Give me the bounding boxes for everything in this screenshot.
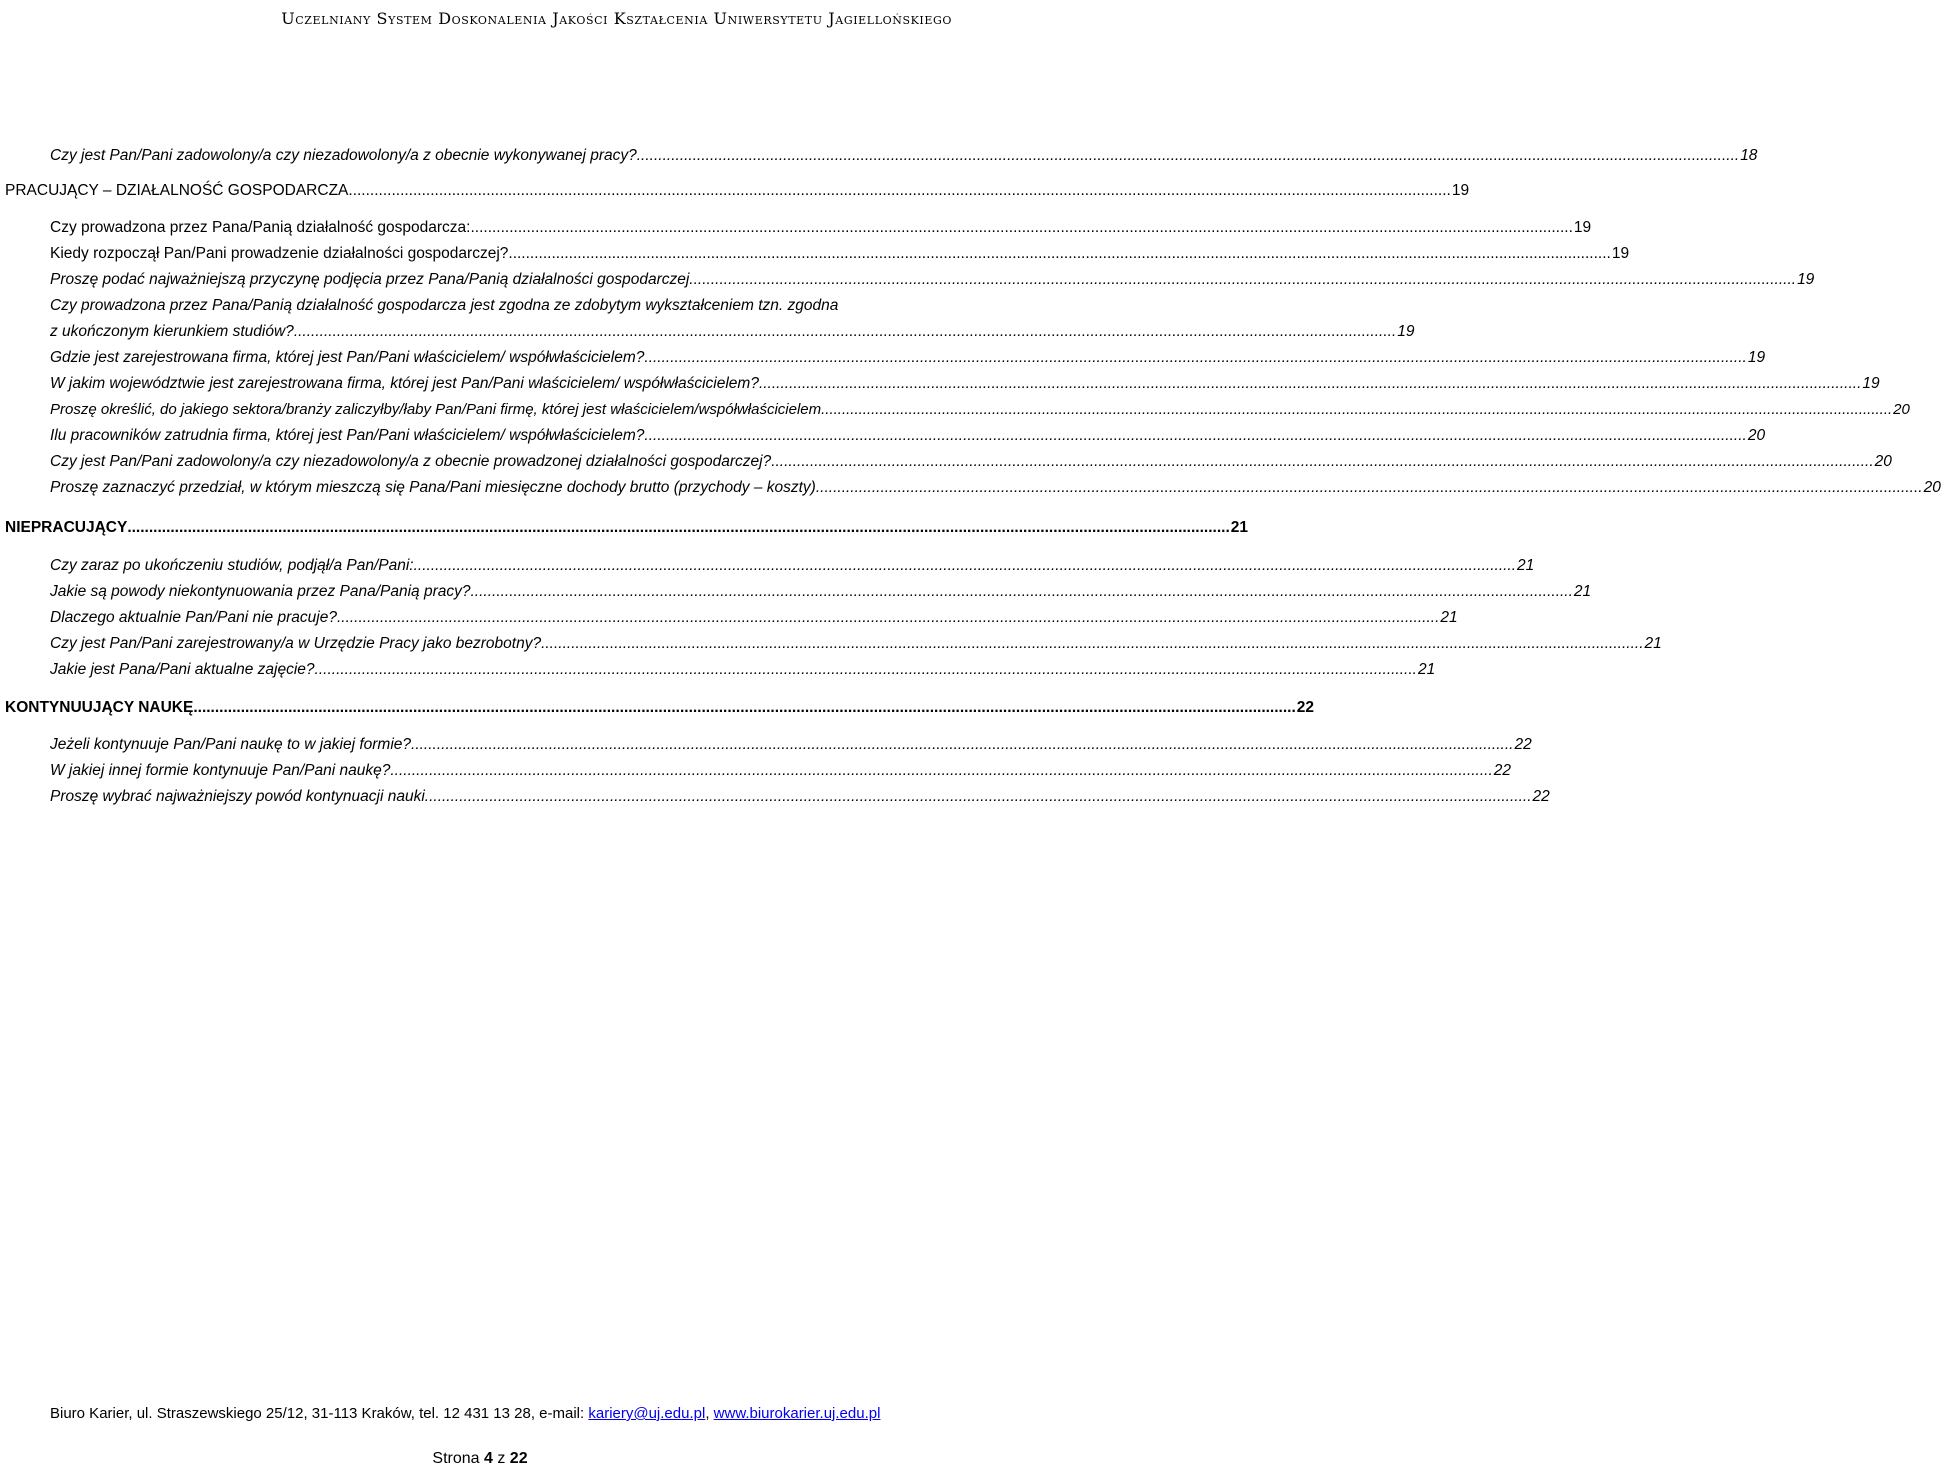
toc-entry[interactable]	[50, 400, 1910, 420]
footer-website-link[interactable]: www.biurokarier.uj.edu.pl	[713, 1405, 881, 1422]
toc-entry-title: Czy jest Pan/Pani zadowolony/a czy niezadowolony/a z obecnie prowadzonej działalności gospodarczej?	[50, 453, 772, 470]
toc-section[interactable]	[5, 518, 1248, 538]
footer-email-link[interactable]: kariery@uj.edu.pl	[588, 1405, 706, 1422]
toc-entry-page: 19	[1573, 219, 1592, 236]
toc-entry[interactable]	[50, 660, 1436, 680]
page-total: 22	[509, 1450, 528, 1467]
toc-leader	[820, 478, 1922, 498]
toc-leader	[644, 348, 1746, 368]
toc-leader	[193, 698, 1295, 718]
toc-entry[interactable]	[50, 556, 1535, 576]
toc-entry-title: Czy prowadzona przez Pana/Panią działalność gospodarcza:	[50, 219, 471, 236]
toc-leader	[315, 660, 1417, 680]
toc-leader	[759, 374, 1861, 394]
toc-entry[interactable]	[50, 634, 1662, 654]
toc-entry-title: Dlaczego aktualnie Pan/Pani nie pracuje?	[50, 609, 337, 626]
toc-entry-page: 20	[1874, 453, 1892, 470]
toc-entry-title: Proszę zaznaczyć przedział, w którym mieszczą się Pana/Pani miesięczne dochody brutto (przychody – koszty).	[50, 479, 821, 496]
toc-entry-page: 19	[1862, 375, 1880, 392]
toc-entry-page: 22	[1514, 736, 1532, 753]
toc-entry-page: 22	[1532, 788, 1550, 805]
toc-entry-page: 20	[1923, 479, 1941, 496]
toc-leader	[470, 582, 1572, 602]
toc-entry[interactable]	[50, 582, 1592, 602]
footer-address: Biuro Karier, ul. Straszewskiego 25/12, 31-113 Kraków, tel. 12 431 13 28, e-mail:	[50, 1405, 589, 1422]
toc-entry[interactable]	[50, 270, 1815, 290]
toc-entry-title: Ilu pracowników zatrudnia firma, której jest Pan/Pani właścicielem/ współwłaścicielem?	[50, 427, 645, 444]
toc-section-title: PRACUJĄCY – DZIAŁALNOŚĆ GOSPODARCZA	[5, 182, 349, 199]
toc-entry-line1[interactable]	[50, 296, 838, 316]
page-current: 4	[483, 1450, 493, 1467]
toc-entry-title: Czy prowadzona przez Pana/Panią działalność gospodarcza jest zgodna ze zdobytym wykształceniem tzn. zgodna	[50, 297, 839, 314]
toc-entry-page: 21	[1517, 557, 1535, 574]
toc-entry-page: 18	[1740, 147, 1758, 164]
toc-entry-title: Proszę określić, do jakiego sektora/branży zaliczyłby/łaby Pan/Pani firmę, której jest właścicielem/współwłaścicielem.	[50, 401, 826, 418]
document-footer	[50, 1405, 930, 1422]
toc-section[interactable]	[5, 181, 1470, 201]
toc-entry[interactable]	[50, 426, 1766, 446]
toc-entry-title: Kiedy rozpoczął Pan/Pani prowadzenie działalności gospodarczej?	[50, 245, 509, 262]
toc-entry-page: 19	[1797, 271, 1815, 288]
toc-entry[interactable]	[50, 374, 1880, 394]
toc-section[interactable]	[5, 698, 1315, 718]
toc-entry-title: W jakim województwie jest zarejestrowana firma, której jest Pan/Pani właścicielem/ współwłaścicielem?	[50, 375, 759, 392]
toc-section-title: NIEPRACUJĄCY	[5, 519, 128, 536]
document-header: Uczelniany System Doskonalenia Jakości Kształcenia Uniwersytetu Jagiellońskiego	[281, 9, 952, 28]
toc-leader	[771, 452, 1873, 472]
toc-leader	[390, 761, 1492, 781]
toc-entry[interactable]	[50, 787, 1550, 807]
toc-entry-title: Proszę podać najważniejszą przyczynę podjęcia przez Pana/Panią działalności gospodarczej.	[50, 271, 694, 288]
toc-entry-page: 20	[1893, 401, 1910, 418]
toc-leader	[508, 244, 1610, 264]
toc-leader	[644, 426, 1746, 446]
toc-section-page: 22	[1296, 699, 1315, 716]
toc-entry-title: Jeżeli kontynuuje Pan/Pani naukę to w jakiej formie?	[50, 736, 412, 753]
toc-entry[interactable]	[50, 244, 1630, 264]
toc-leader	[348, 181, 1450, 201]
toc-entry[interactable]	[50, 608, 1458, 628]
page-label: Strona	[432, 1450, 480, 1467]
toc-section-title: KONTYNUUJĄCY NAUKĘ	[5, 699, 194, 716]
toc-entry-title: Czy zaraz po ukończeniu studiów, podjął/a Pan/Pani:	[50, 557, 414, 574]
toc-entry-page: 19	[1611, 245, 1630, 262]
page-of: z	[497, 1450, 506, 1467]
toc-entry[interactable]	[50, 348, 1766, 368]
toc-entry-title: Jakie są powody niekontynuowania przez Pana/Panią pracy?	[50, 583, 471, 600]
toc-entry[interactable]	[50, 478, 1941, 498]
toc-leader	[294, 322, 1396, 342]
toc-entry[interactable]	[50, 452, 1892, 472]
toc-entry-title: Gdzie jest zarejestrowana firma, której jest Pan/Pani właścicielem/ współwłaścicielem?	[50, 349, 645, 366]
toc-entry-page: 22	[1493, 762, 1512, 779]
toc-leader	[411, 735, 1513, 755]
toc-entry-title: Czy jest Pan/Pani zarejestrowany/a w Urzędzie Pracy jako bezrobotny?	[50, 635, 542, 652]
page-number	[0, 1450, 960, 1468]
toc-leader	[337, 608, 1439, 628]
toc-entry-page: 21	[1573, 583, 1592, 600]
toc-entry-page: 20	[1747, 427, 1766, 444]
toc-section-page: 19	[1451, 182, 1470, 199]
footer-separator: ,	[705, 1405, 714, 1422]
toc-entry[interactable]	[50, 218, 1592, 238]
toc-entry[interactable]	[50, 761, 1512, 781]
toc-entry[interactable]	[50, 146, 1758, 166]
toc-leader	[637, 146, 1739, 166]
toc-entry-title: W jakiej innej formie kontynuuje Pan/Pani naukę?	[50, 762, 391, 779]
toc-entry[interactable]	[50, 322, 1415, 342]
toc-section-page: 21	[1230, 519, 1248, 536]
toc-entry-page: 21	[1644, 635, 1662, 652]
toc-leader	[127, 518, 1229, 538]
toc-leader	[470, 218, 1572, 238]
toc-entry-title: Proszę wybrać najważniejszy powód kontynuacji nauki.	[50, 788, 430, 805]
toc-leader	[825, 400, 1892, 420]
toc-entry-title: z ukończonym kierunkiem studiów?	[50, 323, 294, 340]
toc-entry-page: 19	[1747, 349, 1766, 366]
toc-leader	[429, 787, 1531, 807]
toc-entry-page: 19	[1397, 323, 1415, 340]
toc-leader	[541, 634, 1643, 654]
toc-leader	[414, 556, 1516, 576]
toc-entry-title: Czy jest Pan/Pani zadowolony/a czy niezadowolony/a z obecnie wykonywanej pracy?	[50, 147, 637, 164]
toc-leader	[694, 270, 1796, 290]
toc-entry[interactable]	[50, 735, 1532, 755]
toc-entry-page: 21	[1440, 609, 1458, 626]
toc-entry-page: 21	[1417, 661, 1436, 678]
toc-entry-title: Jakie jest Pana/Pani aktualne zajęcie?	[50, 661, 315, 678]
